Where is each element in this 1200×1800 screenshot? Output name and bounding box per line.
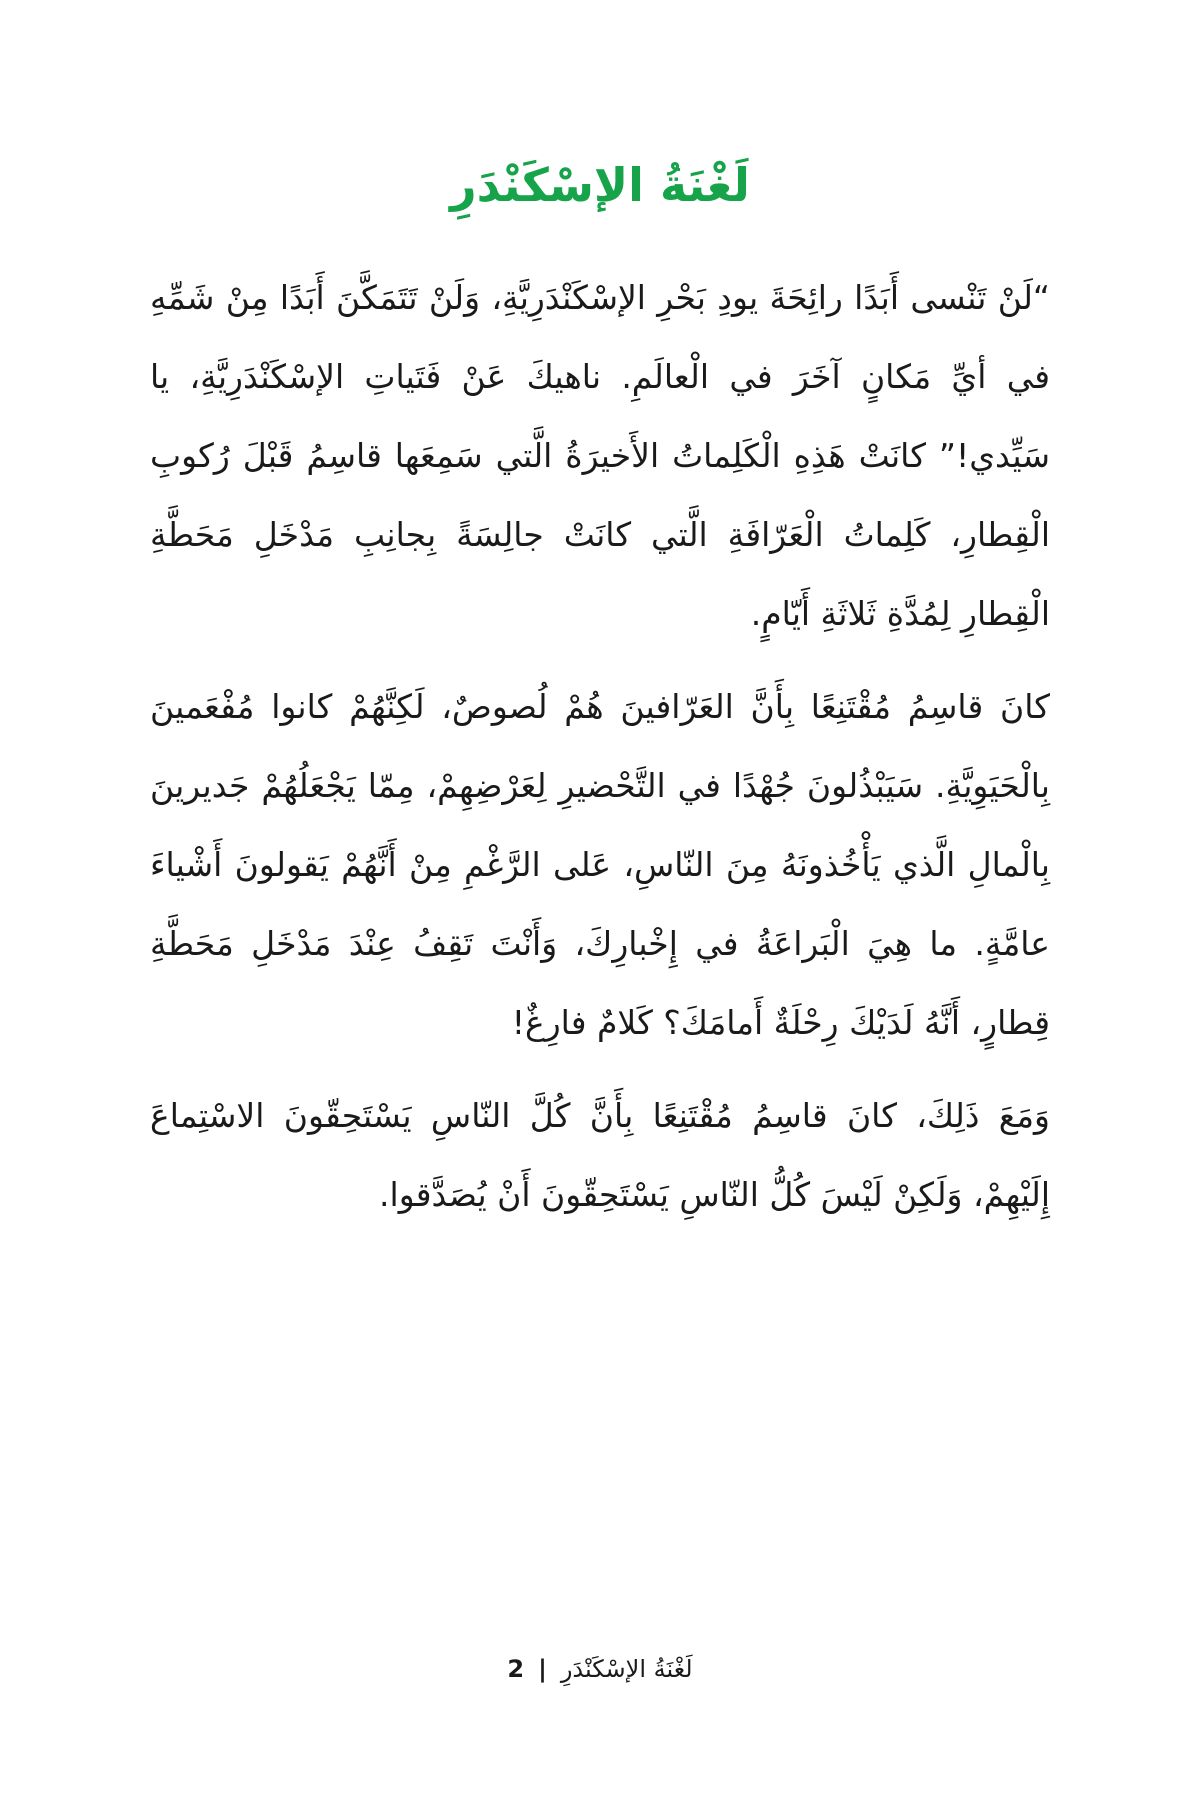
page-number: 2 [507, 1655, 525, 1683]
story-body [150, 258, 1050, 1248]
paragraph-1: “لَنْ تَنْسى أَبَدًا رائِحَةَ يودِ بَحْرِ الإسْكَنْدَرِيَّةِ، وَلَنْ تَتَمَكَّنَ أَبَدًا مِنْ شَمِّهِ في أيِّ مَكانٍ آخَرَ في الْعالَمِ. ناهيكَ عَنْ فَتَياتِ الإسْكَنْدَرِيَّةِ، يا سَيِّدي!” كانَتْ هَذِهِ الْكَلِماتُ الأَخيرَةُ الَّتي سَمِعَها قاسِمُ قَبْلَ رُكوبِ الْقِطارِ، كَلِماتُ الْعَرّافَةِ الَّتي كانَتْ جالِسَةً بِجانِبِ مَدْخَلِ مَحَطَّةِ الْقِطارِ لِمُدَّةِ ثَلاثَةِ أَيّامٍ. [150, 278, 1050, 633]
footer-separator: | [538, 1655, 547, 1683]
paragraph-3: وَمَعَ ذَلِكَ، كانَ قاسِمُ مُقْتَنِعًا بِأَنَّ كُلَّ النّاسِ يَسْتَحِقّونَ الاسْتِماعَ إِلَيْهِمْ، وَلَكِنْ لَيْسَ كُلُّ النّاسِ يَسْتَحِقّونَ أَنْ يُصَدَّقوا. [150, 1096, 1050, 1214]
paragraph-2: كانَ قاسِمُ مُقْتَنِعًا بِأَنَّ العَرّافينَ هُمْ لُصوصٌ، لَكِنَّهُمْ كانوا مُفْعَمينَ بِالْحَيَوِيَّةِ. سَيَبْذُلونَ جُهْدًا في التَّحْضيرِ لِعَرْضِهِمْ، مِمّا يَجْعَلُهُمْ جَديرينَ بِالْمالِ الَّذي يَأْخُذونَهُ مِنَ النّاسِ، عَلى الرَّغْمِ مِنْ أَنَّهُمْ يَقولونَ أَشْياءَ عامَّةٍ. ما هِيَ الْبَراعَةُ في إِخْبارِكَ، وَأَنْتَ تَقِفُ عِنْدَ مَدْخَلِ مَحَطَّةِ قِطارٍ، أَنَّهُ لَدَيْكَ رِحْلَةٌ أَمامَكَ؟ كَلامٌ فارِغٌ! [150, 687, 1050, 1042]
page-title: لَغْنَةُ الإسْكَنْدَرِ [450, 158, 750, 212]
page-footer [0, 1651, 1200, 1687]
footer-book-title: لَغْنَةُ الإسْكَنْدَرِ [560, 1655, 693, 1683]
